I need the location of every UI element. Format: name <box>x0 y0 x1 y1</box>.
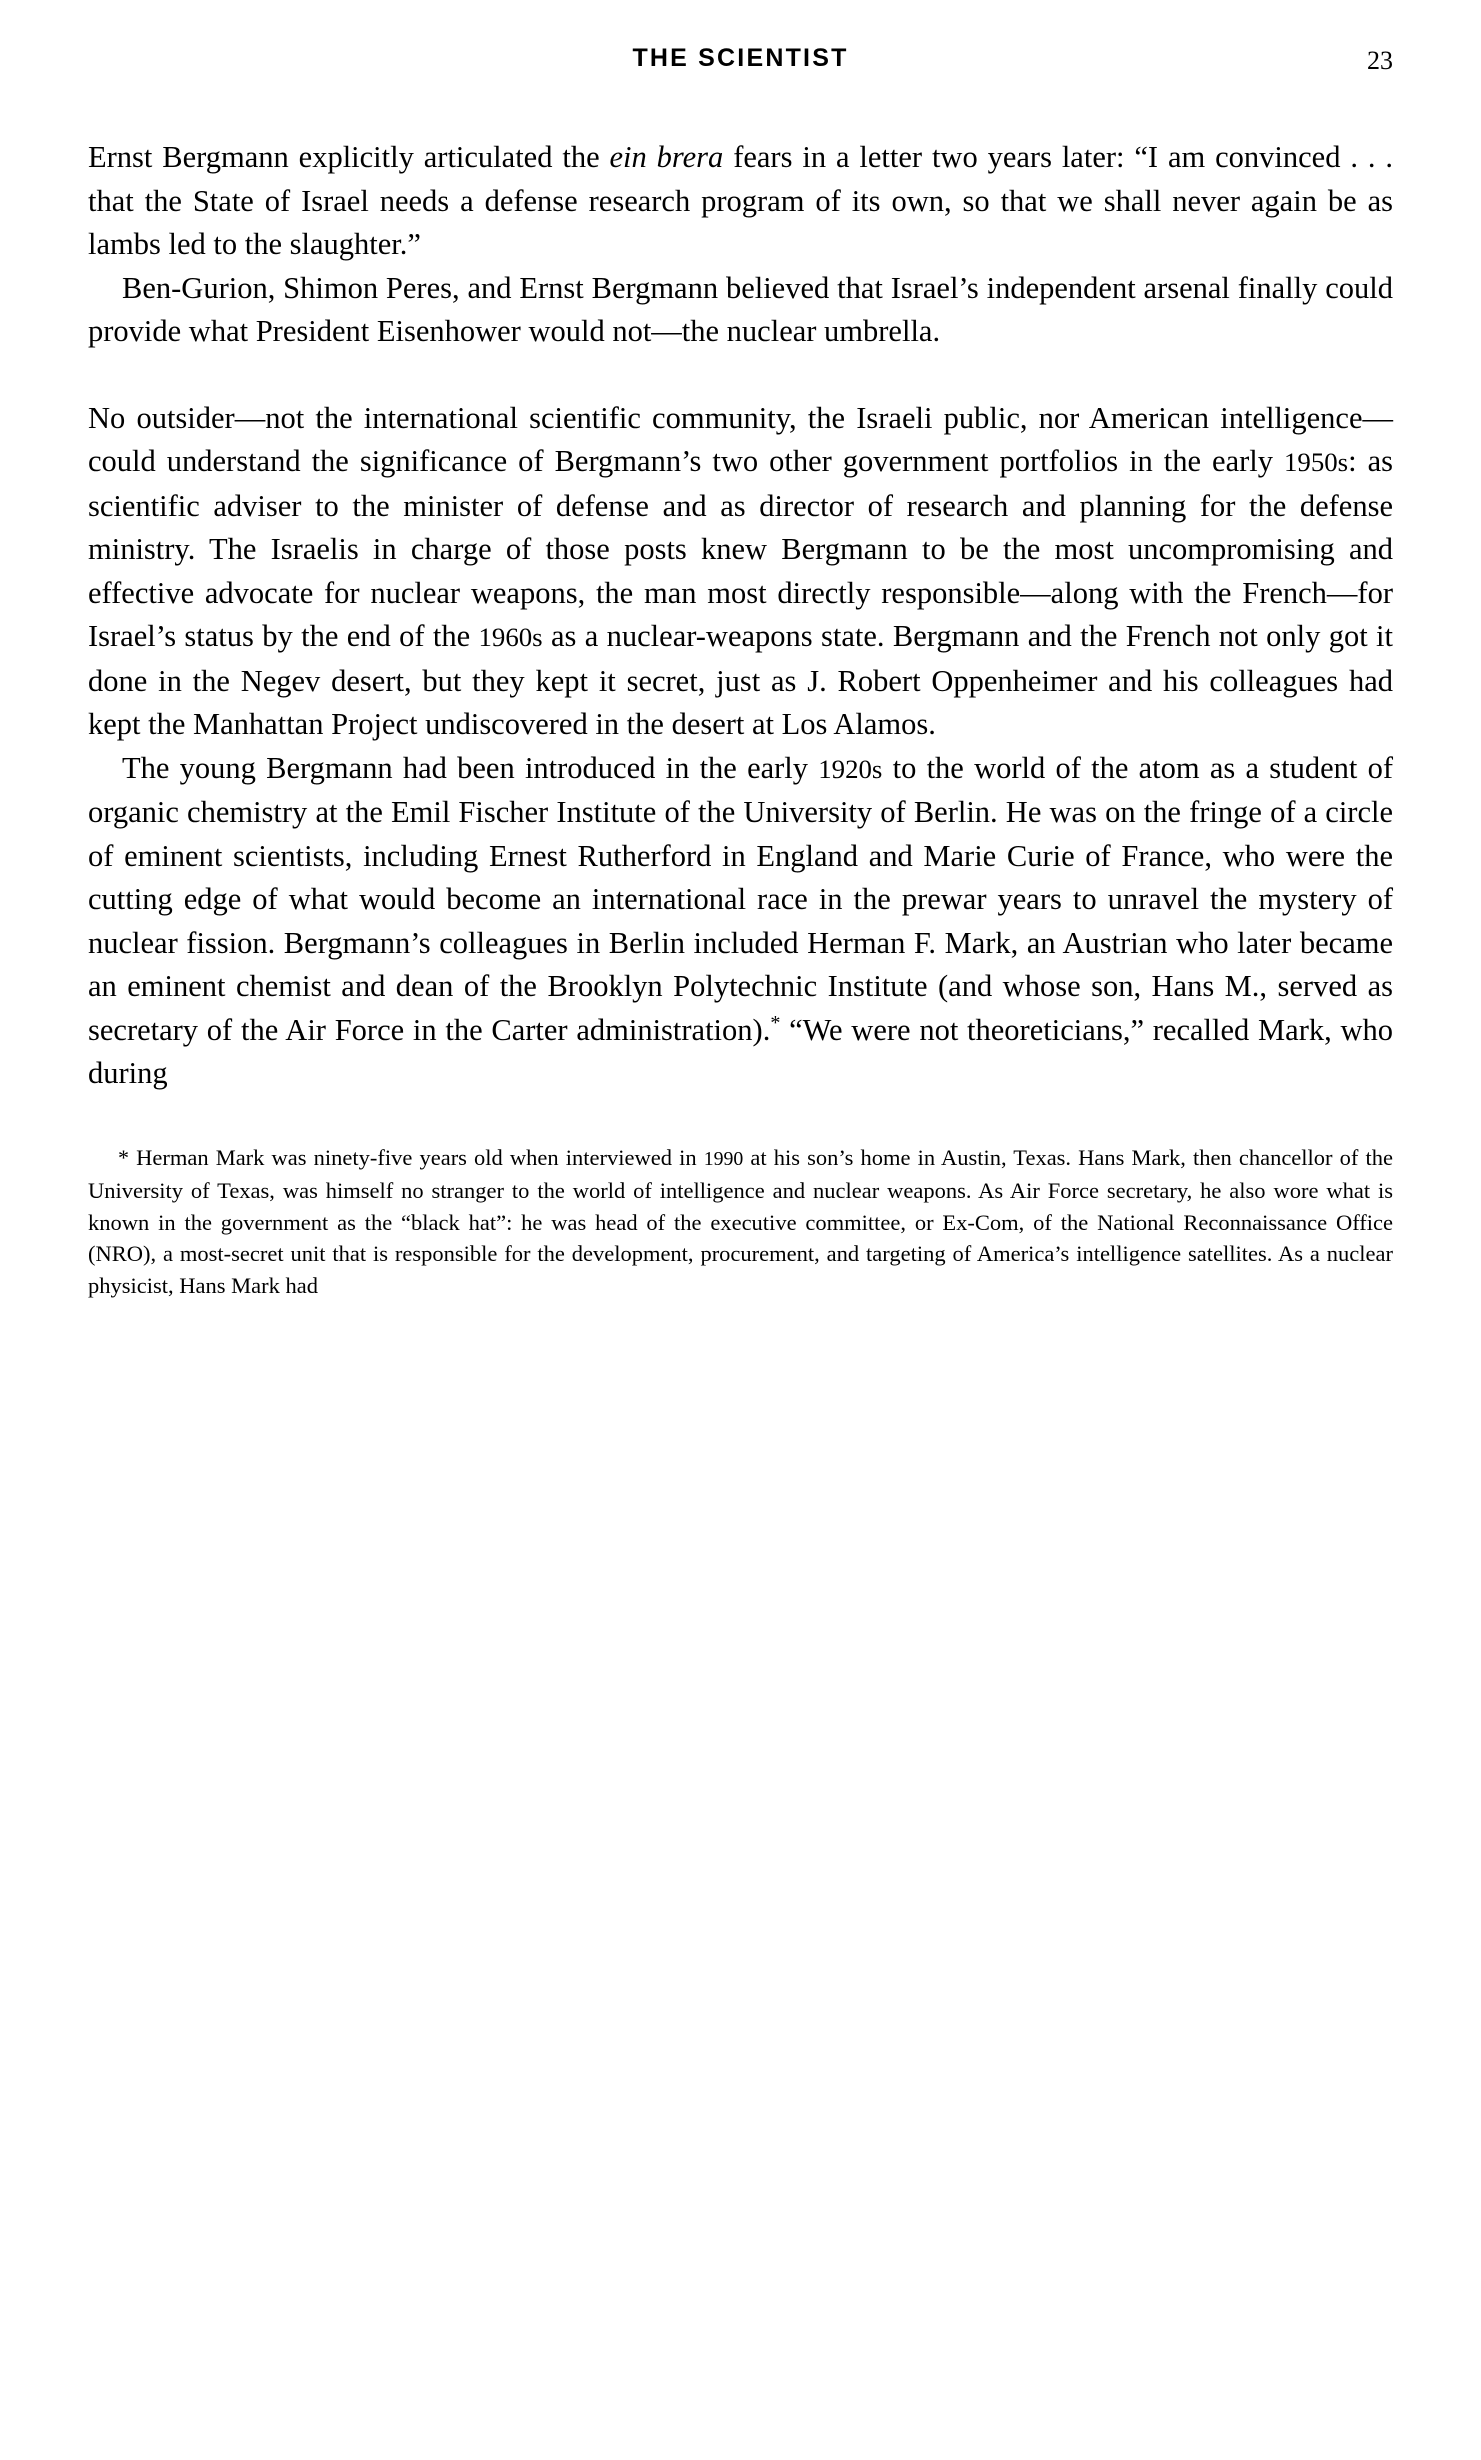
body-paragraph: The young Bergmann had been introduced in the early 1920s to the world of the atom as a student of organic chemistry at the Emil Fischer Institute of the University of Berlin. He was on the fringe of a circle of eminent scientists, including Ernest Rutherford in England and Marie Curie of France, who were the cutting edge of what would become an international race in the prewar years to unravel the mystery of nuclear fission. Bergmann’s colleagues in Berlin included Herman F. Mark, an Austrian who later became an eminent chemist and dean of the Brooklyn Polytechnic Institute (and whose son, Hans M., served as secretary of the Air Force in the Carter administration).* “We were not theoreticians,” recalled Mark, who during <box>88 750 1394 1090</box>
year-text: 1960s <box>478 622 543 652</box>
year-text: 1990 <box>703 1147 744 1170</box>
footnote-marker: * <box>770 1011 781 1034</box>
body-text <box>88 136 1393 1096</box>
footnote-star-icon: * <box>118 1144 129 1170</box>
footnote <box>88 1142 1393 1302</box>
body-paragraph: Ernst Bergmann explicitly articulated the ein brera fears in a letter two years later: “I am convinced . . . that the State of Israel needs a defense research program of its own, so that we shall never again be as lambs led to the slaughter.” <box>88 140 1394 261</box>
running-head <box>88 44 1393 88</box>
footnote-paragraph: * Herman Mark was ninety-five years old when interviewed in 1990 at his son’s home in Austin, Texas. Hans Mark, then chancellor of the University of Texas, was himself no stranger to the world of intelligence and nuclear weapons. As Air Force secretary, he also wore what is known in the government as the “black hat”: he was head of the executive committee, or Ex-Com, of the National Reconnaissance Office (NRO), a most-secret unit that is responsible for the development, procurement, and targeting of America’s intelligence satellites. As a nuclear physicist, Hans Mark had <box>88 1144 1393 1298</box>
body-paragraph: Ben-Gurion, Shimon Peres, and Ernst Bergmann believed that Israel’s independent arsenal finally could provide what President Eisenhower would not—the nuclear umbrella. <box>88 270 1393 348</box>
year-text: 1950s <box>1284 447 1349 477</box>
page-number: 23 <box>1367 46 1393 75</box>
page-content <box>88 44 1393 1301</box>
emphasis-text: ein brera <box>609 140 724 174</box>
running-head-title: THE SCIENTIST <box>632 44 849 72</box>
body-paragraph: No outsider—not the international scientific community, the Israeli public, nor American intelligence—could understand the significance of Bergmann’s two other government portfolios in the early 1950s: as scientific adviser to the minister of defense and as director of research and planning for the defense ministry. The Israelis in charge of those posts knew Bergmann to be the most uncompromising and effective advocate for nuclear weapons, the man most directly responsible—along with the French—for Israel’s status by the end of the 1960s as a nuclear-weapons state. Bergmann and the French not only got it done in the Negev desert, but they kept it secret, just as J. Robert Oppenheimer and his colleagues had kept the Manhattan Project undiscovered in the desert at Los Alamos. <box>88 400 1393 741</box>
year-text: 1920s <box>818 753 883 784</box>
